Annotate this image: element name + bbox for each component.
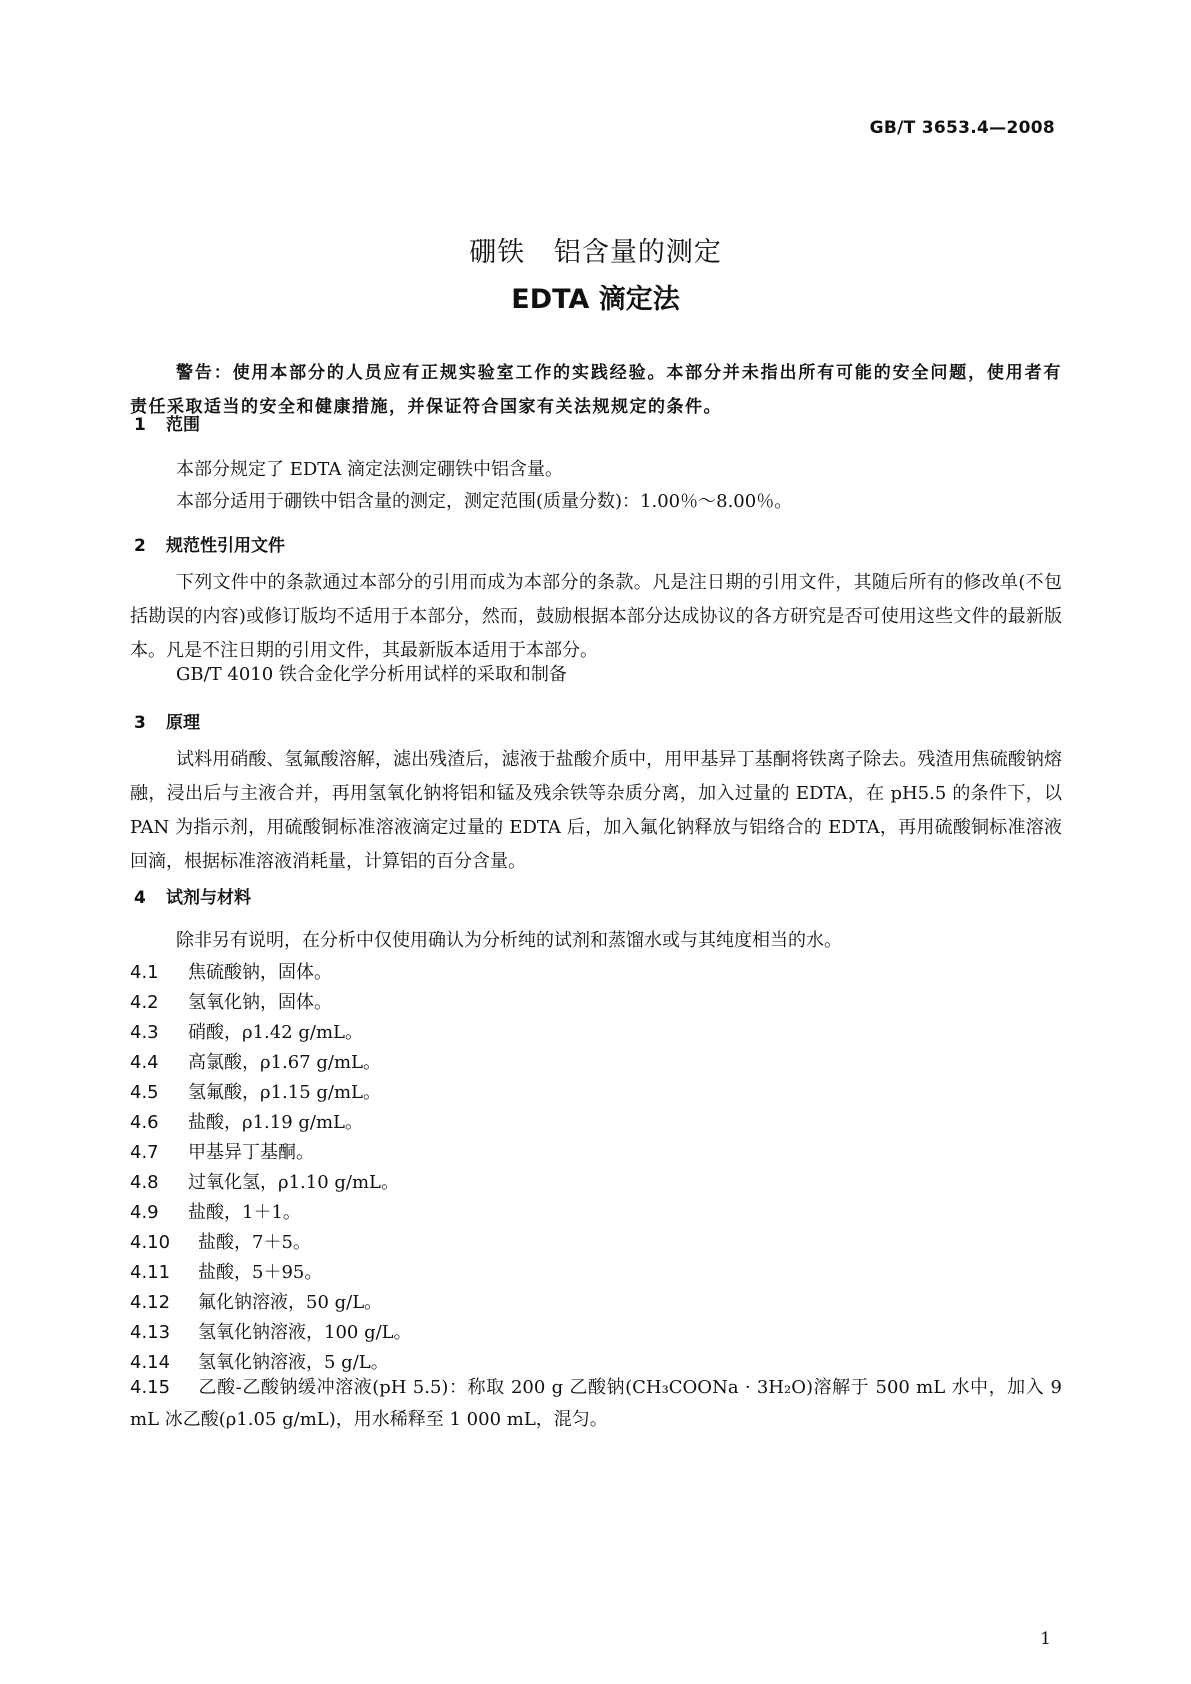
reagent-item (130, 1258, 322, 1284)
item-text: 盐酸，ρ1.19 g/mL。 (188, 1112, 363, 1133)
item-text: 盐酸，5＋95。 (198, 1262, 323, 1283)
reagent-item (130, 1018, 363, 1044)
reagent-item (130, 958, 332, 984)
item-number: 4.1 (130, 962, 159, 983)
document-title: 硼铁 铝含量的测定 (469, 237, 722, 268)
item-text: 过氧化氢，ρ1.10 g/mL。 (188, 1172, 399, 1193)
scope-line-1: 本部分规定了 EDTA 滴定法测定硼铁中铝含量。 (176, 459, 564, 480)
page-number: 1 (1040, 1629, 1051, 1649)
section-number: 4 (134, 888, 146, 908)
item-number: 4.10 (130, 1232, 171, 1253)
reagent-item (130, 1078, 381, 1104)
reagent-item (130, 1288, 382, 1314)
item-text: 盐酸，1＋1。 (188, 1202, 301, 1223)
section-heading-reagents (134, 883, 251, 908)
item-number: 4.6 (130, 1112, 159, 1133)
reagent-item-buffer (130, 1372, 1062, 1436)
section-title: 原理 (166, 713, 200, 733)
item-text: 氢氧化钠溶液，100 g/L。 (198, 1322, 412, 1343)
reagent-item (130, 988, 332, 1014)
item-text: 氟化钠溶液，50 g/L。 (198, 1292, 383, 1313)
item-text: 氢氟酸，ρ1.15 g/mL。 (188, 1082, 381, 1103)
item-number: 4.2 (130, 992, 159, 1013)
section-number: 1 (134, 415, 146, 435)
item-text: 氢氧化钠，固体。 (188, 992, 332, 1013)
document-subtitle: EDTA 滴定法 (511, 284, 680, 315)
item-number: 4.5 (130, 1082, 159, 1103)
item-number: 4.9 (130, 1202, 159, 1223)
section-title: 试剂与材料 (166, 888, 251, 908)
section-heading-normative-references (134, 531, 285, 556)
item-number: 4.8 (130, 1172, 159, 1193)
reagent-item (130, 1138, 314, 1164)
reagents-intro: 除非另有说明，在分析中仅使用确认为分析纯的试剂和蒸馏水或与其纯度相当的水。 (176, 930, 842, 951)
item-number: 4.14 (130, 1352, 171, 1373)
item-text: 氢氧化钠溶液，5 g/L。 (198, 1352, 389, 1373)
item-text: 高氯酸，ρ1.67 g/mL。 (188, 1052, 381, 1073)
principle-paragraph: 试料用硝酸、氢氟酸溶解，滤出残渣后，滤液于盐酸介质中，用甲基异丁基酮将铁离子除去。残渣用焦硫酸钠熔融，浸出后与主液合并，再用氢氧化钠将铝和锰及残余铁等杂质分离，加入过量的 EDTA，在 pH5.5 的条件下，以 PAN 为指示剂，用硫酸铜标准溶液滴定过量的 EDTA 后，加入氟化钠释放与铝络合的 EDTA，再用硫酸铜标准溶液回滴，根据标准溶液消耗量，计算铝的百分含量。 (130, 749, 1062, 872)
reference-entry: GB/T 4010 铁合金化学分析用试样的采取和制备 (176, 664, 567, 685)
reagent-item (130, 1318, 412, 1344)
reagent-item (130, 1048, 381, 1074)
reagent-item (130, 1168, 399, 1194)
item-number: 4.4 (130, 1052, 159, 1073)
item-number: 4.7 (130, 1142, 159, 1163)
scope-line-2: 本部分适用于硼铁中铝含量的测定，测定范围(质量分数)：1.00％～8.00％。 (176, 491, 793, 512)
standard-code: GB/T 3653.4—2008 (869, 118, 1055, 138)
item-text: 焦硫酸钠，固体。 (188, 962, 332, 983)
reagent-item (130, 1228, 311, 1254)
references-paragraph: 下列文件中的条款通过本部分的引用而成为本部分的条款。凡是注日期的引用文件，其随后所有的修改单(不包括勘误的内容)或修订版均不适用于本部分，然而，鼓励根据本部分达成协议的各方研究是否可使用这些文件的最新版本。凡是不注日期的引用文件，其最新版本适用于本部分。 (130, 572, 1062, 661)
warning-paragraph: 警告：使用本部分的人员应有正规实验室工作的实践经验。本部分并未指出所有可能的安全问题，使用者有责任采取适当的安全和健康措施，并保证符合国家有关法规规定的条件。 (130, 363, 1062, 417)
item-number: 4.12 (130, 1292, 171, 1313)
section-heading-scope (134, 410, 200, 435)
reagent-item (130, 1108, 363, 1134)
section-title: 规范性引用文件 (166, 536, 285, 556)
section-title: 范围 (166, 415, 200, 435)
section-number: 3 (134, 713, 146, 733)
item-text: 乙酸-乙酸钠缓冲溶液(pH 5.5)：称取 200 g 乙酸钠(CH₃COONa · 3H₂O)溶解于 500 mL 水中，加入 9 mL 冰乙酸(ρ1.05 g/mL)，用水稀释至 1 000 mL，混匀。 (130, 1377, 1062, 1430)
section-number: 2 (134, 536, 146, 556)
reagent-item (130, 1348, 389, 1374)
section-heading-principle (134, 708, 200, 733)
item-number: 4.11 (130, 1262, 171, 1283)
reagent-item (130, 1198, 301, 1224)
item-number: 4.13 (130, 1322, 171, 1343)
item-number: 4.3 (130, 1022, 159, 1043)
item-number: 4.15 (130, 1377, 171, 1398)
item-text: 甲基异丁基酮。 (188, 1142, 314, 1163)
item-text: 硝酸，ρ1.42 g/mL。 (188, 1022, 363, 1043)
item-text: 盐酸，7＋5。 (198, 1232, 311, 1253)
